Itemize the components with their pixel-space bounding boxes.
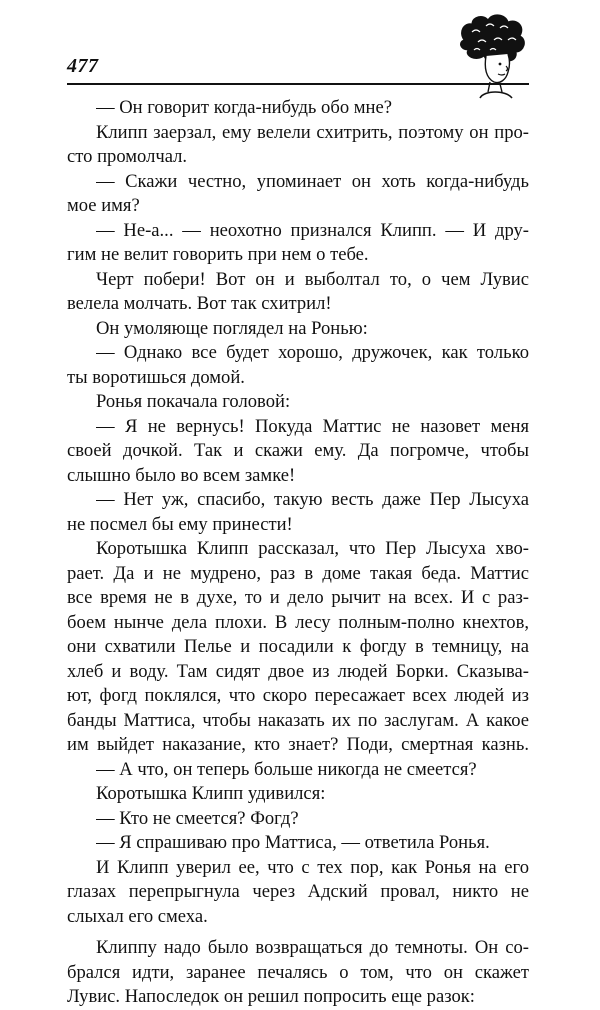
page-text (67, 96, 529, 1010)
text-line: слыхал его смеха. (67, 905, 208, 927)
text-line: — Однако все будет хорошо, дружочек, как только (96, 342, 529, 363)
text-line: И Клипп уверил ее, что с тех пор, как Ронья на его (96, 856, 529, 878)
text-line: им выйдет наказание, кто знает? Поди, смертная казнь. (67, 734, 529, 755)
text-line: ты воротишься домой. (67, 366, 245, 388)
text-line: Лувис. Напоследок он решил попросить еще разок: (67, 986, 475, 1007)
text-line: Коротышка Клипп рассказал, что Пер Лысуха хво- (96, 538, 529, 559)
text-line: велела молчать. Вот так схитрил! (67, 293, 332, 314)
text-line: они схватили Пелье и посадили к фогду в темницу, на (67, 636, 529, 657)
text-line: Он умоляюще поглядел на Ронью: (96, 317, 368, 339)
text-line: Клипп заерзал, ему велели схитрить, поэтому он про- (96, 121, 529, 143)
text-line: своей дочкой. Так и скажи ему. Да погромче, чтобы (67, 440, 529, 461)
text-line: Коротышка Клипп удивился: (96, 783, 326, 804)
text-line: мое имя? (67, 195, 140, 216)
text-line: боем нынче дела плохи. В лесу полным-полно кнехтов, (67, 611, 529, 633)
text-line: Ронья покачала головой: (96, 391, 291, 412)
header-rule (67, 83, 529, 85)
boy-with-curly-hair-icon (450, 10, 530, 100)
text-line: все время не в духе, то и дело рычит на всех. И с раз- (67, 587, 529, 608)
page-number: 477 (67, 55, 99, 77)
text-line: слышно было во всем замке! (67, 464, 296, 486)
text-line: хлеб и воду. Там сидят двое из людей Борки. Сказыва- (67, 660, 529, 682)
text-line: сто промолчал. (67, 146, 188, 167)
text-line: брался идти, заранее печалясь о том, что он скажет (67, 961, 529, 983)
text-line: — А что, он теперь больше никогда не смеется? (96, 758, 477, 780)
text-line: рает. Да и не мудрено, раз в доме такая беда. Маттис (67, 562, 529, 584)
text-line: — Он говорит когда-нибудь обо мне? (96, 97, 392, 118)
text-line: Черт побери! Вот он и выболтал то, о чем Лувис (96, 268, 529, 290)
text-line: банды Маттиса, чтобы наказать их по заслугам. А какое (67, 709, 529, 731)
text-line: глазах перепрыгнула через Адский провал, никто не (67, 881, 529, 902)
text-line: — Скажи честно, упоминает он хоть когда-нибудь (96, 170, 529, 192)
text-line: — Я спрашиваю про Маттиса, — ответила Ронья. (96, 832, 490, 853)
text-line: гим не велит говорить при нем о тебе. (67, 244, 369, 265)
text-line: — Не-а... — неохотно признался Клипп. — И дру- (96, 219, 529, 241)
text-line: — Я не вернусь! Покуда Маттис не назовет меня (96, 415, 529, 437)
text-line: Клиппу надо было возвращаться до темноты. Он со- (96, 937, 529, 958)
text-line: — Нет уж, спасибо, такую весть даже Пер Лысуха (96, 489, 529, 510)
text-line: не посмел бы ему принести! (67, 513, 293, 535)
text-line: — Кто не смеется? Фогд? (96, 807, 299, 829)
text-line: ют, фогд поклялся, что скоро пересажает всех людей из (67, 685, 529, 706)
